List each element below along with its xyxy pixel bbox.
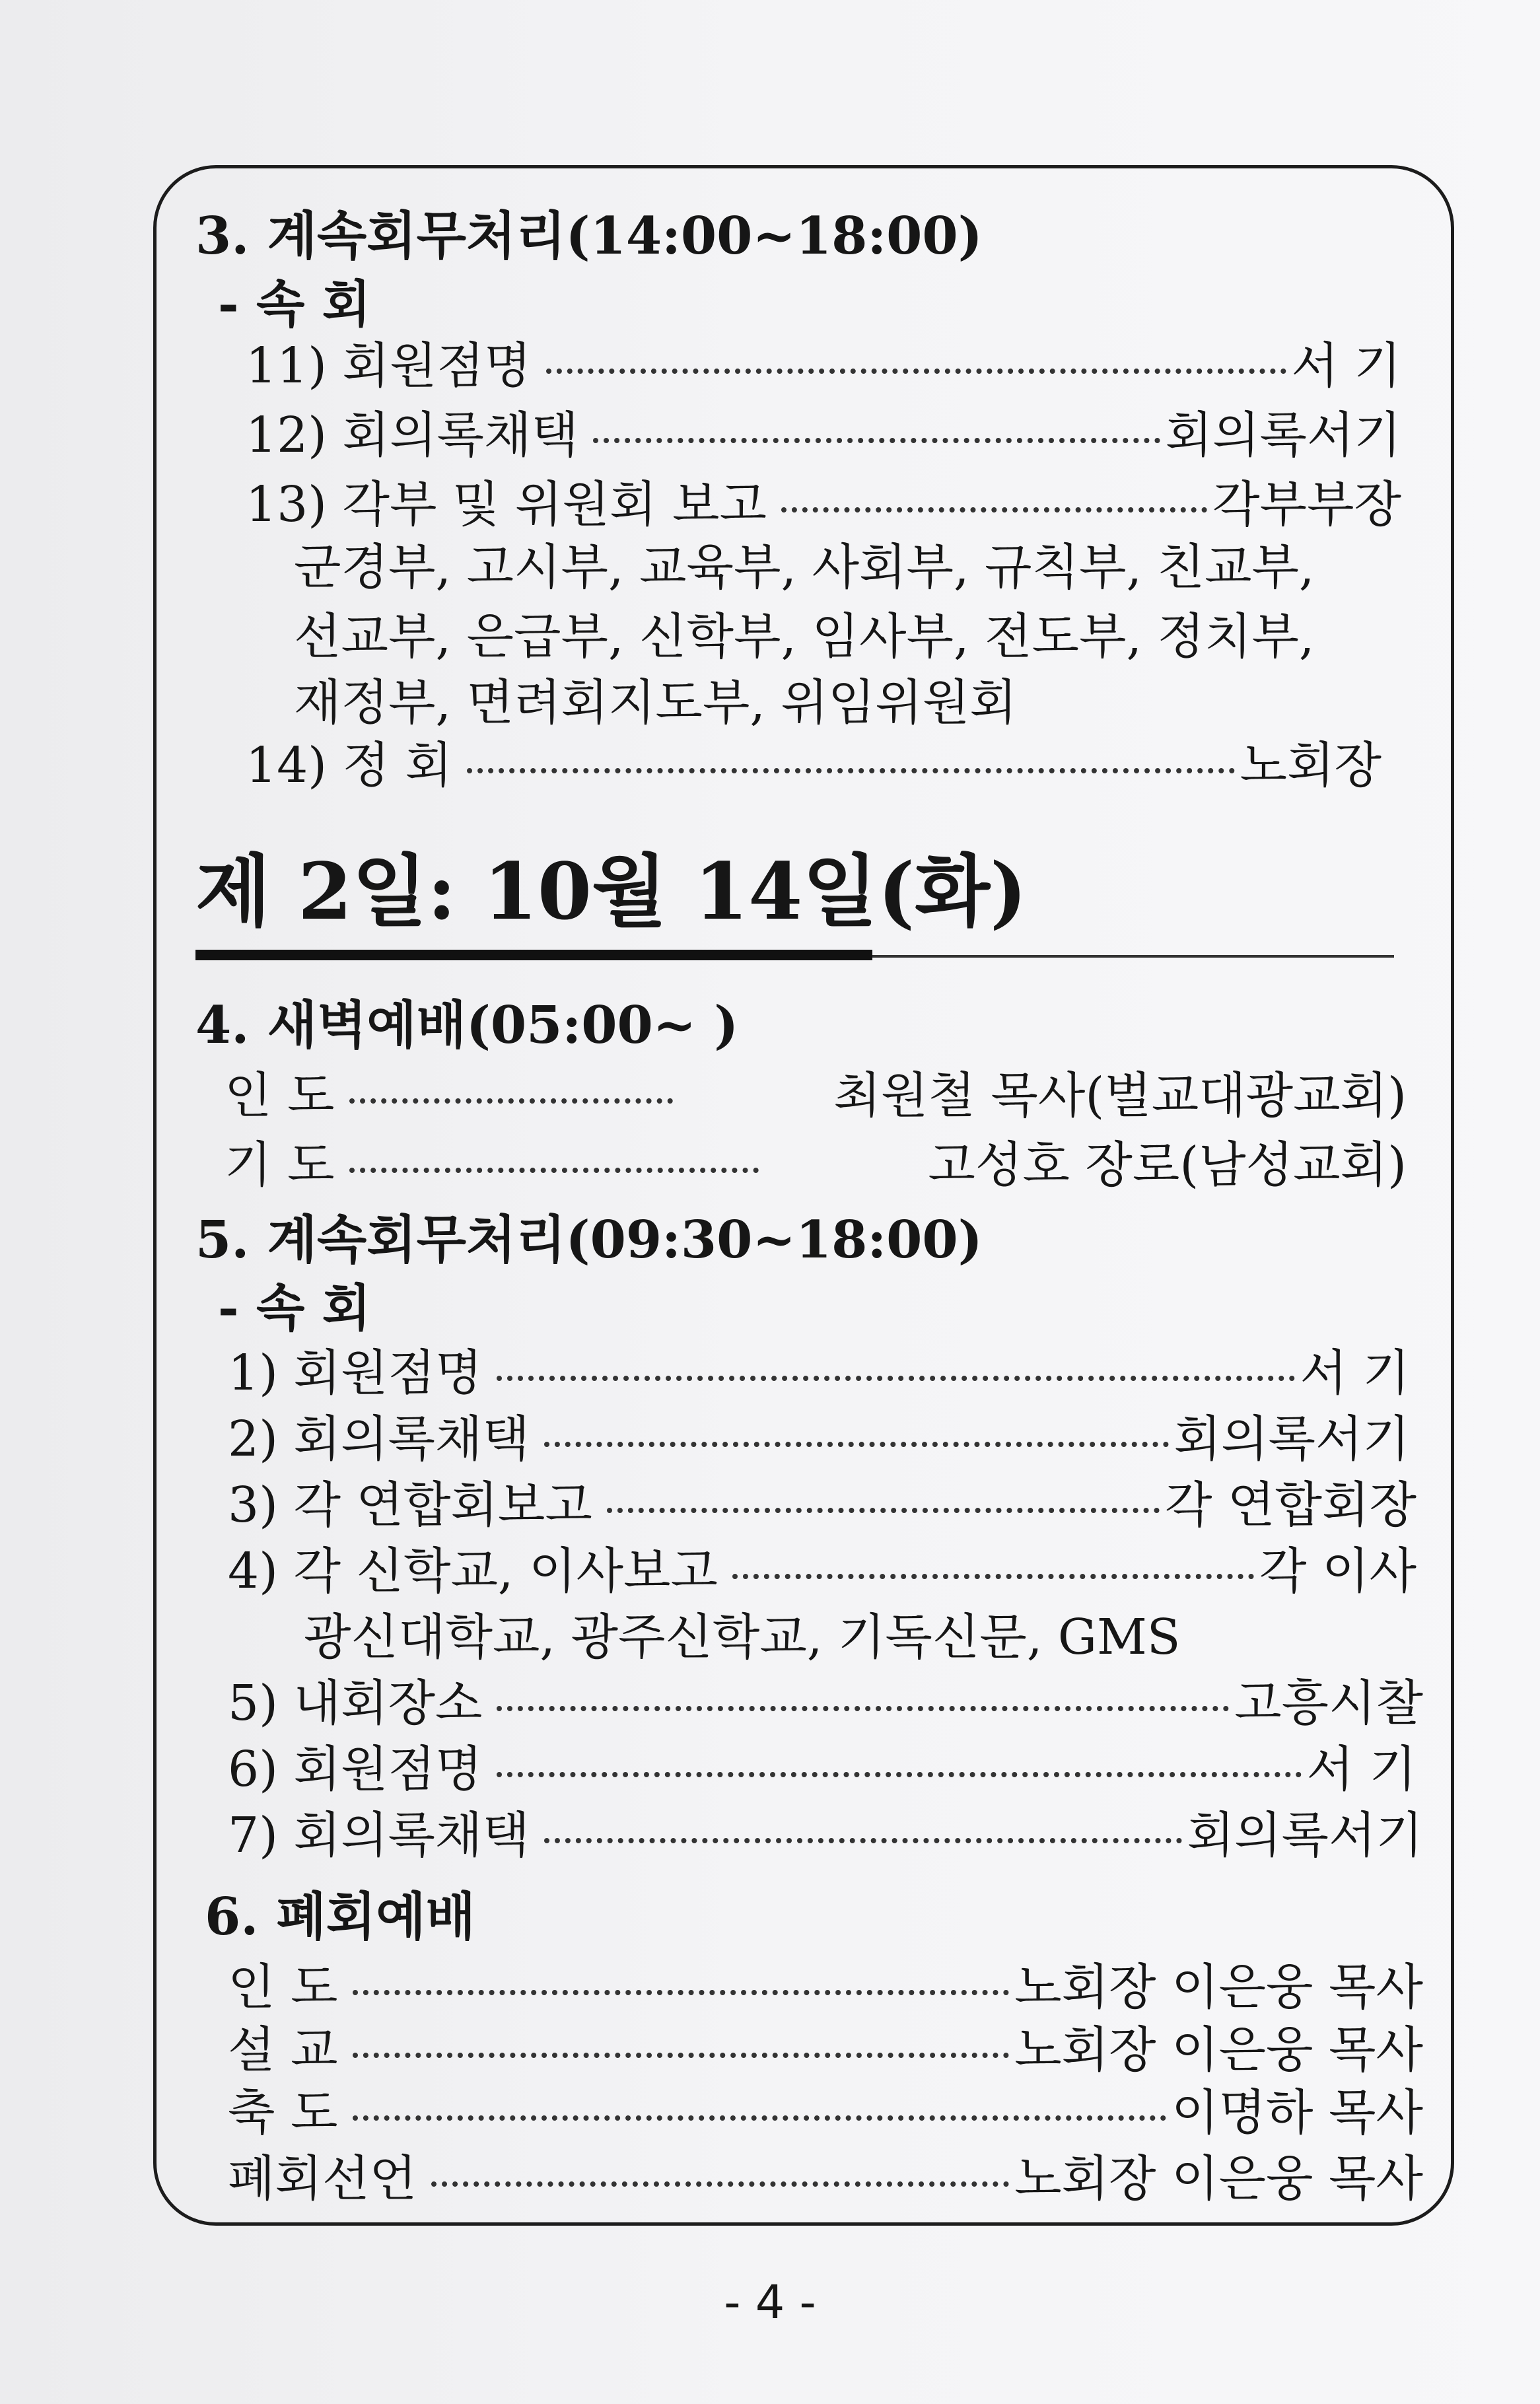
section-5-sub: - 속 회 [218, 1279, 371, 1337]
s5-item-1: 1) 회원점명 서 기 [228, 1345, 1410, 1401]
section-4-title: 4. 새벽예배(05:00~ ) [195, 995, 739, 1055]
s3-item-11: 11) 회원점명 서 기 [246, 337, 1401, 394]
s6-item-lead: 인 도 노회장 이은웅 목사 [228, 1959, 1423, 2016]
s5-item-5: 5) 내회장소 고흥시찰 [228, 1675, 1423, 1732]
s5-item-4: 4) 각 신학교, 이사보고 각 이사 [228, 1543, 1417, 1600]
s5-item-3: 3) 각 연합회보고 각 연합회장 [228, 1477, 1417, 1534]
s6-item-sermon: 설 교 노회장 이은웅 목사 [228, 2022, 1423, 2078]
section-3-sub: - 속 회 [218, 275, 371, 334]
s5-item-7: 7) 회의록채택 회의록서기 [228, 1807, 1423, 1864]
s3-dept-line-3: 재정부, 면려회지도부, 위임위원회 [294, 674, 1017, 731]
s3-dept-line-2: 선교부, 은급부, 신학부, 임사부, 전도부, 정치부, [294, 608, 1315, 665]
section-6-title: 6. 폐회예배 [205, 1887, 475, 1947]
day-2-title: 제 2일: 10월 14일(화) [195, 845, 1027, 937]
section-5-title: 5. 계속회무처리(09:30~18:00) [195, 1210, 983, 1270]
s3-item-14: 14) 정 회 노회장 [246, 737, 1382, 794]
day-title-underline-thick [195, 950, 872, 960]
section-3-title: 3. 계속회무처리(14:00~18:00) [195, 206, 983, 266]
s3-dept-line-1: 군경부, 고시부, 교육부, 사회부, 규칙부, 친교부, [294, 539, 1315, 596]
s4-item-prayer: 기 도 고성호 장로(남성교회) [225, 1137, 1407, 1193]
s4-item-lead: 인 도 최원철 목사(벌교대광교회) [225, 1067, 1407, 1124]
s6-item-closing-declaration: 폐회선언 노회장 이은웅 목사 [228, 2150, 1423, 2207]
s5-item-2: 2) 회의록채택 회의록서기 [228, 1411, 1410, 1467]
s3-item-12: 12) 회의록채택 회의록서기 [246, 407, 1401, 464]
day-title-underline-thin [872, 955, 1394, 958]
s3-item-13: 13) 각부 및 위원회 보고 각부부장 [246, 476, 1401, 533]
page-number: - 4 - [724, 2275, 816, 2329]
s5-schools-line: 광신대학교, 광주신학교, 기독신문, GMS [304, 1609, 1181, 1666]
s5-item-6: 6) 회원점명 서 기 [228, 1741, 1417, 1798]
s6-item-benediction: 축 도 이명하 목사 [228, 2084, 1423, 2141]
